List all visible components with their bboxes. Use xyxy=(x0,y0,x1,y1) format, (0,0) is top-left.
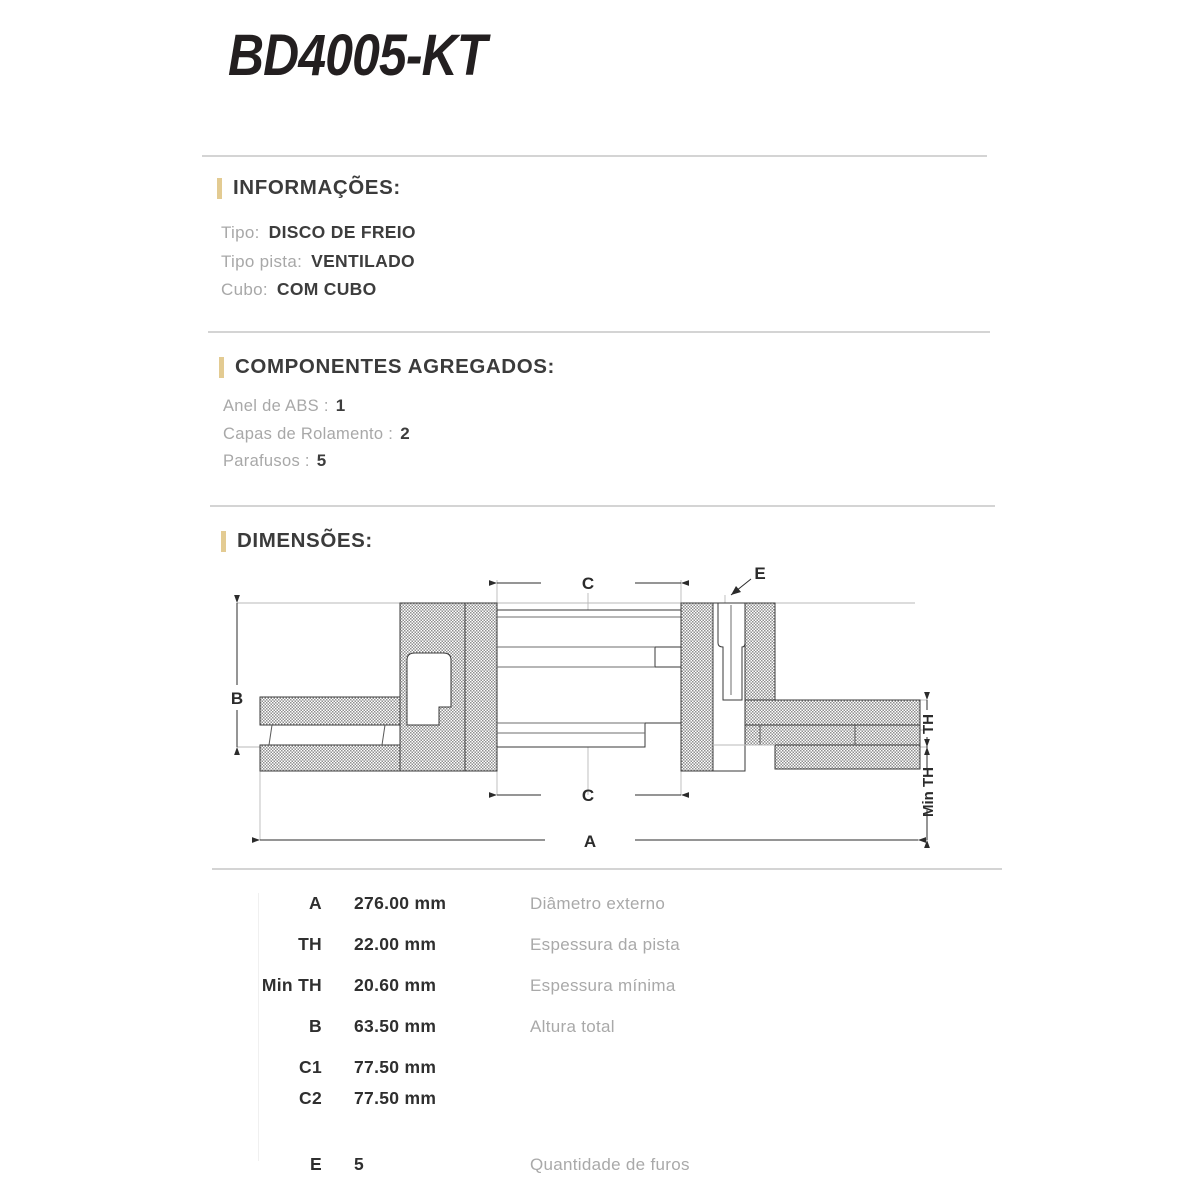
section-title-informacoes: INFORMAÇÕES: xyxy=(233,176,401,199)
accent-bar-icon xyxy=(219,357,224,378)
table-row xyxy=(232,934,992,975)
dimension-value: 276.00 mm xyxy=(354,893,447,913)
component-row-anel-abs xyxy=(223,396,410,416)
divider-components-dimensions xyxy=(210,505,995,507)
page-title: BD4005-KT xyxy=(228,23,487,88)
info-row-tipo-pista xyxy=(221,251,416,272)
info-label-cubo: Cubo: xyxy=(221,280,268,299)
divider-drawing-table xyxy=(212,868,1002,870)
section-header-informacoes xyxy=(217,176,401,200)
brake-disc-cross-section-drawing xyxy=(215,555,985,860)
component-row-parafusos xyxy=(223,451,410,471)
section-header-dimensoes xyxy=(221,529,373,553)
component-value-capas-rolamento: 2 xyxy=(400,423,410,443)
dimension-symbol: E xyxy=(310,1154,322,1174)
dimension-description: Espessura da pista xyxy=(530,935,680,954)
table-row xyxy=(232,1088,992,1119)
info-list xyxy=(221,222,416,308)
dimensions-table xyxy=(232,893,992,1175)
dimension-label-a: A xyxy=(583,832,597,851)
section-title-componentes: COMPONENTES AGREGADOS: xyxy=(235,355,555,378)
info-value-cubo: COM CUBO xyxy=(276,279,377,299)
dimension-symbol: C1 xyxy=(299,1057,322,1077)
info-row-cubo xyxy=(221,279,416,300)
dimension-label-min-th: Min TH xyxy=(920,767,937,817)
dimension-description: Diâmetro externo xyxy=(530,894,666,913)
dimension-label-b: B xyxy=(230,689,244,708)
table-row xyxy=(232,893,992,934)
table-row xyxy=(232,1016,992,1057)
component-value-parafusos: 5 xyxy=(316,451,327,470)
dimension-symbol: B xyxy=(309,1016,322,1036)
dimension-value: 77.50 mm xyxy=(354,1088,437,1108)
dimension-description: Espessura mínima xyxy=(530,976,676,995)
dimension-label-e: E xyxy=(754,564,766,583)
dimension-symbol: C2 xyxy=(299,1088,322,1108)
dimension-symbol: Min TH xyxy=(261,975,322,995)
info-label-tipo: Tipo: xyxy=(221,223,260,242)
component-row-capas-rolamento xyxy=(223,424,410,444)
dimension-value: 5 xyxy=(354,1154,365,1174)
dimension-description: Quantidade de furos xyxy=(530,1155,690,1174)
accent-bar-icon xyxy=(221,531,226,552)
dimension-description: Altura total xyxy=(530,1017,615,1036)
divider-info-components xyxy=(208,331,990,333)
table-row xyxy=(232,975,992,1016)
dimension-symbol: TH xyxy=(298,934,322,954)
divider-top xyxy=(202,155,987,157)
components-list xyxy=(223,396,410,479)
table-row xyxy=(232,1057,992,1088)
info-value-tipo: DISCO DE FREIO xyxy=(268,222,416,242)
dimension-value: 77.50 mm xyxy=(354,1057,437,1077)
dimension-label-c-top: C xyxy=(581,574,595,593)
dimension-value: 20.60 mm xyxy=(354,975,437,995)
component-label-anel-abs: Anel de ABS : xyxy=(223,397,329,415)
dimension-value: 22.00 mm xyxy=(354,934,437,954)
section-header-componentes xyxy=(219,355,555,379)
info-value-tipo-pista: VENTILADO xyxy=(311,250,415,271)
info-label-tipo-pista: Tipo pista: xyxy=(221,251,303,271)
dimension-value: 63.50 mm xyxy=(354,1016,437,1036)
accent-bar-icon xyxy=(217,178,222,199)
table-row xyxy=(232,1119,992,1175)
section-title-dimensoes: DIMENSÕES: xyxy=(237,529,373,552)
dimension-label-c-bottom: C xyxy=(581,786,595,805)
info-row-tipo xyxy=(221,222,416,243)
dimension-label-th: TH xyxy=(920,714,937,734)
component-value-anel-abs: 1 xyxy=(335,396,346,415)
component-label-capas-rolamento: Capas de Rolamento : xyxy=(223,424,394,443)
component-label-parafusos: Parafusos : xyxy=(223,452,310,470)
dimension-symbol: A xyxy=(309,893,322,913)
